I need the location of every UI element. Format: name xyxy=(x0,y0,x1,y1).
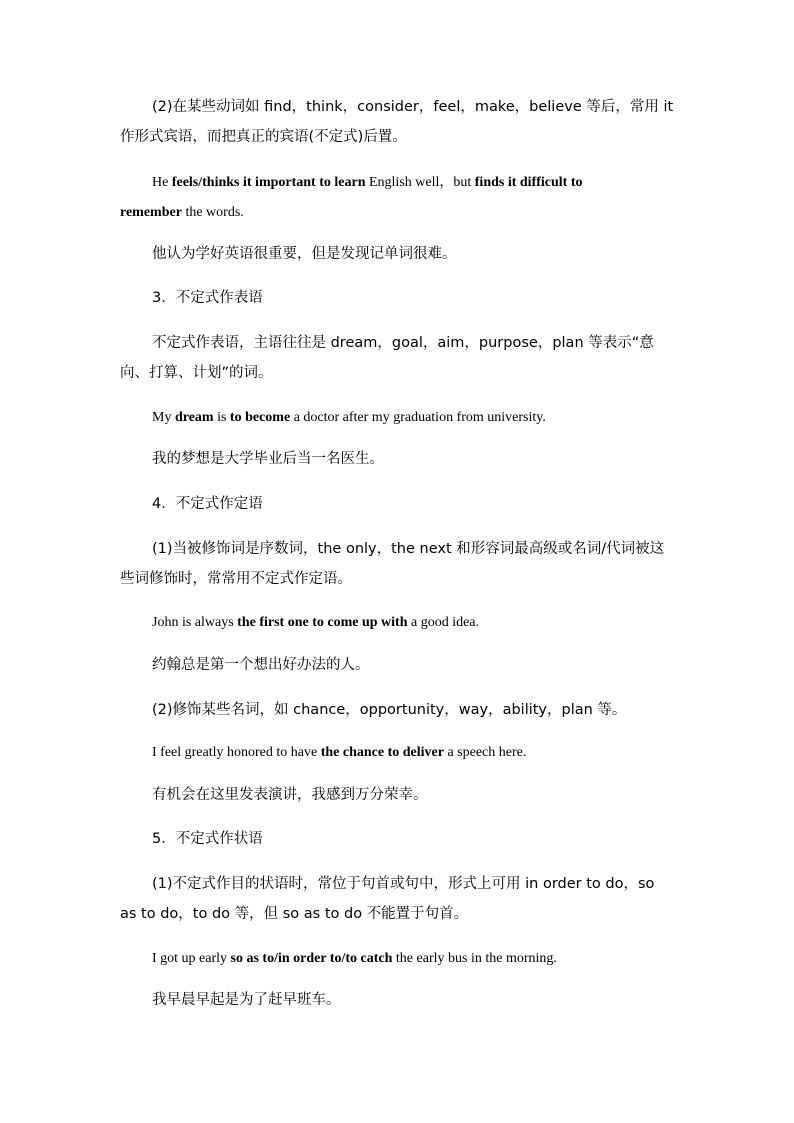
paragraph-adverbial: (1)不定式作目的状语时，常位于句首或句中，形式上可用 in order to do，so as to do，to do 等，但 so as to do 不能置于句首。 xyxy=(120,876,655,922)
bold-phrase: finds it difficult to xyxy=(474,175,583,190)
paragraph-line: 作形式宾语，而把真正的宾语(不定式)后置。 xyxy=(120,129,407,145)
translation-4: 有机会在这里发表演讲，我感到万分荣幸。 xyxy=(152,787,428,803)
paragraph-predicative: 不定式作表语，主语往往是 dream，goal，aim，purpose，plan 等表示“意 向、打算、计划”的词。 xyxy=(120,335,654,381)
translation-5: 我早晨早起是为了赶早班车。 xyxy=(152,992,341,1008)
bold-phrase: to become xyxy=(229,410,291,425)
example-sentence-5: I got up early so as to/in order to/to catch the early bus in the morning. xyxy=(152,951,557,966)
translation-3: 约翰总是第一个想出好办法的人。 xyxy=(152,657,370,673)
translation-2: 我的梦想是大学毕业后当一名医生。 xyxy=(152,451,384,467)
section-heading-5: 5．不定式作状语 xyxy=(152,831,263,847)
section-heading-3: 3．不定式作表语 xyxy=(152,290,263,306)
bold-phrase: remember xyxy=(120,205,182,220)
paragraph-attributive-1: (1)当被修饰词是序数词，the only，the next 和形容词最高级或名词/代词被这 些词修饰时，常常用不定式作定语。 xyxy=(120,541,665,587)
paragraph-attributive-2: (2)修饰某些名词，如 chance，opportunity，way，ability，plan 等。 xyxy=(152,702,627,718)
section-heading-4: 4．不定式作定语 xyxy=(152,496,263,512)
paragraph-line: (2)在某些动词如 find，think，consider，feel，make，believe 等后，常用 it xyxy=(152,99,674,115)
paragraph-formal-object xyxy=(120,92,676,152)
example-sentence-1: He feels/thinks it important to learn English well，but finds it difficult to remember the words. xyxy=(120,175,583,220)
translation-1: 他认为学好英语很重要，但是发现记单词很难。 xyxy=(152,246,457,262)
bold-phrase: the chance to deliver xyxy=(320,745,444,760)
bold-phrase: so as to/in order to/to catch xyxy=(230,951,393,966)
example-sentence-3: John is always the first one to come up with a good idea. xyxy=(152,615,480,630)
bold-phrase: dream xyxy=(174,410,214,425)
example-sentence-2: My dream is to become a doctor after my graduation from university. xyxy=(152,410,546,425)
example-sentence-4: I feel greatly honored to have the chance to deliver a speech here. xyxy=(152,745,527,760)
bold-phrase: the first one to come up with xyxy=(237,615,408,630)
bold-phrase: feels/thinks it important to learn xyxy=(171,175,366,190)
